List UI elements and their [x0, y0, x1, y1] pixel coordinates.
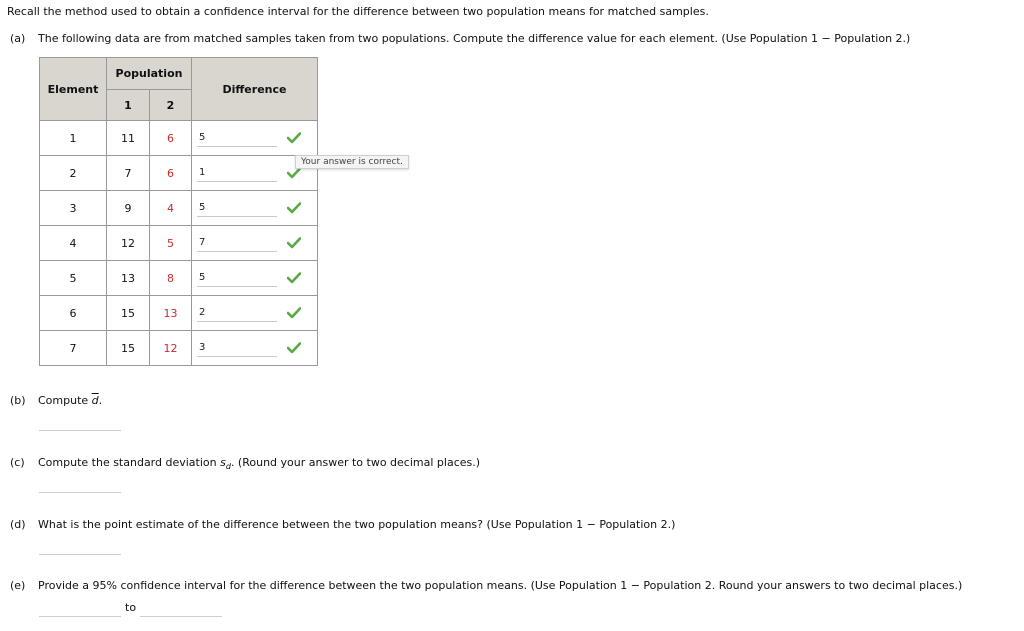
sd-input[interactable]: [39, 474, 121, 493]
header-difference: Difference: [192, 58, 318, 121]
population-2-cell: 6: [150, 121, 192, 156]
check-icon: [287, 272, 301, 284]
table-row: [40, 156, 318, 191]
element-cell: 5: [40, 261, 107, 296]
s-subscript: d: [225, 462, 231, 472]
difference-cell: [192, 226, 318, 261]
check-icon: [287, 202, 301, 214]
part-e-question: [10, 579, 962, 592]
difference-input[interactable]: [197, 234, 277, 252]
part-b-question: [10, 394, 102, 407]
header-element: Element: [40, 58, 107, 121]
element-cell: 4: [40, 226, 107, 261]
population-2-cell: 4: [150, 191, 192, 226]
element-cell: 6: [40, 296, 107, 331]
population-2-cell: 12: [150, 331, 192, 366]
difference-cell: [192, 191, 318, 226]
population-1-cell: 12: [107, 226, 150, 261]
ci-to-label: to: [125, 601, 137, 614]
header-population-1: 1: [107, 90, 150, 121]
check-icon: [287, 307, 301, 319]
check-icon: [287, 132, 301, 144]
table-row: [40, 331, 318, 366]
table-row: [40, 226, 318, 261]
population-2-cell: 5: [150, 226, 192, 261]
population-1-cell: 7: [107, 156, 150, 191]
part-d-label: (d): [10, 518, 26, 531]
table-row: [40, 261, 318, 296]
part-e-text: Provide a 95% confidence interval for the difference between the two population means. (Use Population 1 − Population 2. Round your answers to two decimal places.): [38, 579, 963, 592]
ci-lower-input[interactable]: [39, 598, 121, 617]
population-1-cell: 9: [107, 191, 150, 226]
part-c-text-prefix: Compute the standard deviation: [38, 456, 221, 469]
difference-cell: [192, 261, 318, 296]
population-1-cell: 11: [107, 121, 150, 156]
matched-samples-table: [39, 57, 318, 366]
part-a-question: [10, 32, 910, 45]
part-d-question: [10, 518, 675, 531]
population-2-cell: 13: [150, 296, 192, 331]
element-cell: 3: [40, 191, 107, 226]
difference-input[interactable]: [197, 129, 277, 147]
element-cell: 2: [40, 156, 107, 191]
part-b-label: (b): [10, 394, 26, 407]
difference-input[interactable]: [197, 164, 277, 182]
difference-cell: [192, 331, 318, 366]
table-row: [40, 121, 318, 156]
intro-text: Recall the method used to obtain a confidence interval for the difference between two population means for matched samples.: [7, 5, 709, 18]
part-d-text: What is the point estimate of the difference between the two population means? (Use Population 1 − Population 2.): [38, 518, 676, 531]
header-population: Population: [107, 58, 192, 90]
d-bar-input[interactable]: [39, 412, 121, 431]
part-a-label: (a): [10, 32, 26, 45]
population-2-cell: 8: [150, 261, 192, 296]
part-b-text-prefix: Compute: [38, 394, 92, 407]
difference-input[interactable]: [197, 304, 277, 322]
point-estimate-input[interactable]: [39, 536, 121, 555]
difference-input[interactable]: [197, 199, 277, 217]
part-c-question: [10, 456, 480, 471]
part-c-text-suffix: . (Round your answer to two decimal places.): [230, 456, 481, 469]
check-icon: [287, 237, 301, 249]
difference-input[interactable]: [197, 339, 277, 357]
difference-input[interactable]: [197, 269, 277, 287]
part-c-label: (c): [10, 456, 25, 469]
part-e-label: (e): [10, 579, 26, 592]
population-1-cell: 15: [107, 296, 150, 331]
element-cell: 1: [40, 121, 107, 156]
difference-cell: [192, 296, 318, 331]
difference-cell: [192, 121, 318, 156]
correct-answer-tooltip: Your answer is correct.: [295, 155, 409, 169]
check-icon: [287, 342, 301, 354]
population-1-cell: 15: [107, 331, 150, 366]
population-1-cell: 13: [107, 261, 150, 296]
part-b-text-suffix: .: [98, 394, 103, 407]
ci-upper-input[interactable]: [140, 598, 222, 617]
part-a-text: The following data are from matched samples taken from two populations. Compute the difference value for each element. (Use Population 1 − Population 2.): [38, 32, 911, 45]
s-symbol: s: [220, 456, 226, 469]
table-row: [40, 191, 318, 226]
table-row: [40, 296, 318, 331]
population-2-cell: 6: [150, 156, 192, 191]
element-cell: 7: [40, 331, 107, 366]
d-bar-symbol: $\overline{d}$: [91, 394, 99, 407]
header-population-2: 2: [150, 90, 192, 121]
